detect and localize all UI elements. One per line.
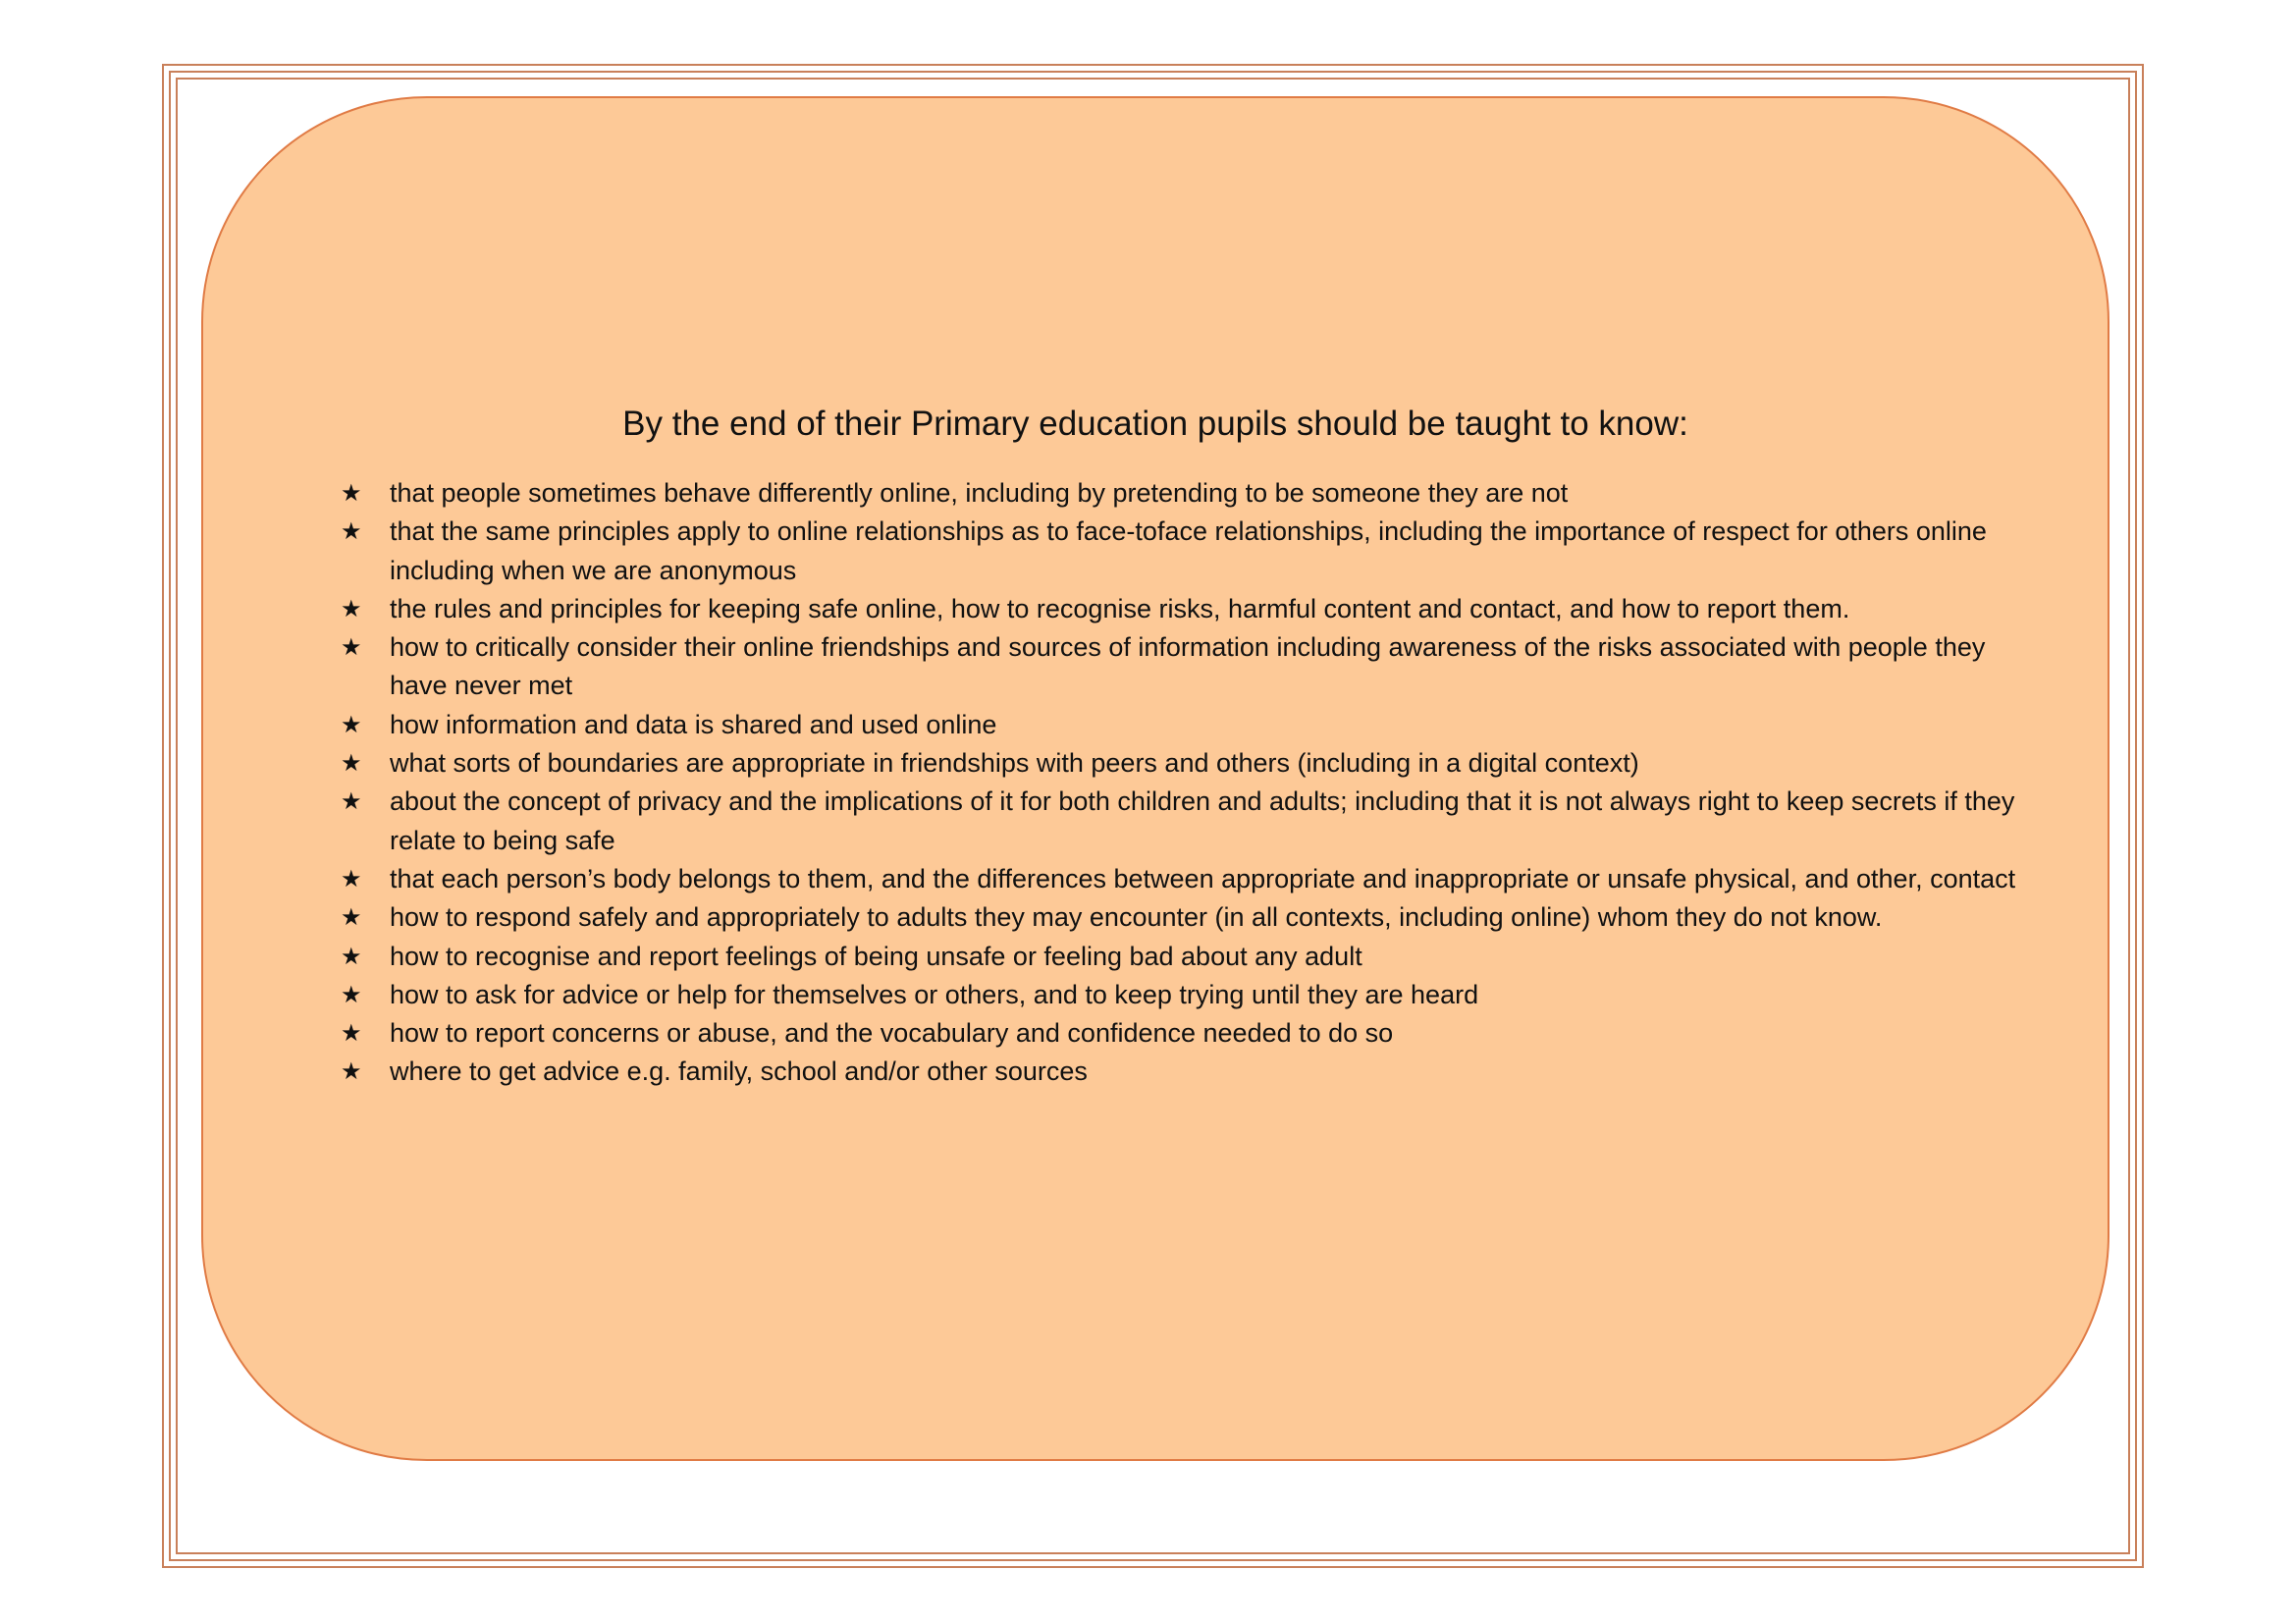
list-item — [341, 976, 2029, 1014]
star-icon: ★ — [341, 479, 362, 507]
list-item-text: where to get advice e.g. family, school and/or other sources — [390, 1056, 1088, 1087]
star-icon: ★ — [341, 1057, 362, 1086]
list-item-text: how to recognise and report feelings of being unsafe or feeling bad about any adult — [390, 941, 1362, 971]
page-heading: By the end of their Primary education pupils should be taught to know: — [622, 405, 1688, 443]
list-item — [341, 628, 2029, 706]
list-item-text: what sorts of boundaries are appropriate in friendships with peers and others (including in a digital context) — [390, 748, 1639, 779]
list-item-text: how to ask for advice or help for themselves or others, and to keep trying until they are heard — [390, 979, 1479, 1009]
list-item-text: how to critically consider their online friendships and sources of information including awareness of the risks associated with people they have never met — [390, 632, 1986, 701]
list-item — [341, 860, 2029, 898]
list-item — [341, 590, 2029, 628]
star-icon: ★ — [341, 980, 362, 1008]
list-item-text: the rules and principles for keeping safe online, how to recognise risks, harmful content and contact, and how to report them. — [390, 593, 1850, 623]
star-icon: ★ — [341, 594, 362, 623]
star-icon: ★ — [341, 864, 362, 893]
star-icon: ★ — [341, 903, 362, 932]
list-item — [341, 513, 2029, 590]
bullet-list — [341, 474, 2029, 1092]
content-panel — [201, 96, 2109, 1461]
list-item — [341, 898, 2029, 937]
star-icon: ★ — [341, 787, 362, 816]
list-item — [341, 1053, 2029, 1091]
list-item — [341, 938, 2029, 976]
list-item-text: how to respond safely and appropriately to adults they may encounter (in all contexts, including online) whom they do not know. — [390, 902, 1883, 933]
star-icon: ★ — [341, 942, 362, 970]
list-item — [341, 783, 2029, 860]
list-item — [341, 706, 2029, 744]
list-item — [341, 744, 2029, 783]
star-icon: ★ — [341, 633, 362, 662]
list-item-text: how information and data is shared and used online — [390, 709, 997, 739]
star-icon: ★ — [341, 1019, 362, 1048]
list-item — [341, 474, 2029, 513]
star-icon: ★ — [341, 710, 362, 738]
list-item-text: that people sometimes behave differently online, including by pretending to be someone they are not — [390, 478, 1569, 508]
list-item-text: that each person’s body belongs to them, and the differences between appropriate and inappropriate or unsafe physical, and other, contact — [390, 863, 2016, 893]
star-icon: ★ — [341, 749, 362, 778]
list-item-text: that the same principles apply to online relationships as to face-toface relationships, including the importance of respect for others online including when we are anonymous — [390, 516, 1987, 585]
list-item-text: about the concept of privacy and the implications of it for both children and adults; including that it is not always right to keep secrets if they relate to being safe — [390, 786, 2015, 855]
list-item-text: how to report concerns or abuse, and the vocabulary and confidence needed to do so — [390, 1018, 1394, 1049]
list-item — [341, 1014, 2029, 1053]
star-icon: ★ — [341, 517, 362, 546]
